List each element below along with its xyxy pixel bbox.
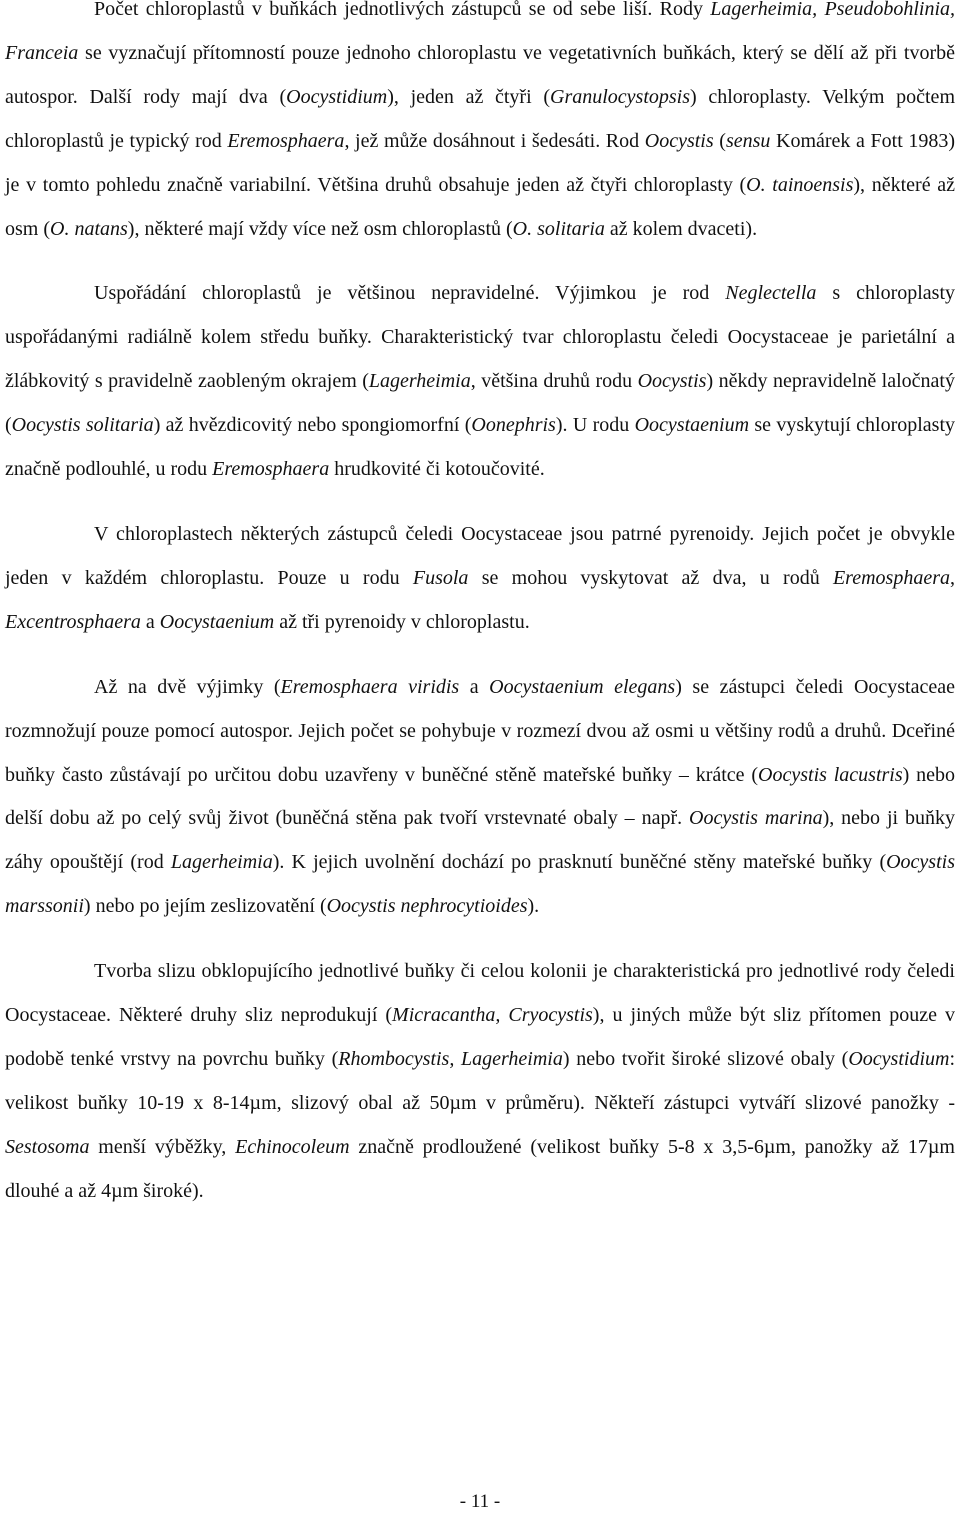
- text-run: a: [459, 675, 490, 698]
- page-number: - 11 -: [459, 1491, 501, 1512]
- text-run: Počet chloroplastů v buňkách jednotlivých zástupců se od sebe liší. Rody: [94, 0, 711, 20]
- text-run: se vyskytují chloroplasty značně podlouhlé, u rodu: [5, 414, 956, 481]
- text-run-italic: Sestosoma: [5, 1135, 90, 1158]
- paragraph-mucilage: [5, 950, 955, 1213]
- text-run-italic: Oocystis: [644, 129, 714, 152]
- text-run: ) někdy nepravidelně laločnatý (: [5, 370, 955, 437]
- text-run: Uspořádání chloroplastů je většinou nepravidelné. Výjimkou je rod: [94, 282, 726, 305]
- text-run-italic: Oocystis solitaria: [11, 414, 154, 437]
- text-run: ), jeden až čtyři (: [387, 85, 550, 108]
- text-run: ), některé mají vždy více než osm chloroplastů (: [127, 217, 513, 240]
- text-run-italic: Eremosphaera: [212, 458, 330, 481]
- text-run: ). K jejich uvolnění dochází po prasknutí buněčné stěny mateřské buňky (: [272, 851, 887, 874]
- text-run-italic: Rhombocystis, Lagerheimia: [338, 1047, 563, 1070]
- text-run: ) chloroplasty. Velkým počtem chloroplastů je typický rod: [5, 85, 955, 152]
- text-run-italic: Lagerheimia, Pseudobohlinia, Franceia: [5, 0, 955, 64]
- text-run: , většina druhů rodu: [470, 370, 638, 393]
- text-run-italic: sensu: [725, 129, 771, 152]
- text-run: ) až hvězdicovitý nebo spongiomorfní (: [153, 414, 472, 437]
- text-run-italic: Oocystis lacustris: [758, 763, 903, 786]
- text-run: a: [140, 610, 160, 633]
- text-run-italic: Oocystis: [637, 370, 707, 393]
- text-run-italic: Eremosphaera: [227, 129, 345, 152]
- text-run-italic: Oocystidium: [286, 85, 388, 108]
- text-run: V chloroplastech některých zástupců čeledi Oocystaceae jsou patrné pyrenoidy. Jejich počet je obvykle jeden v každém chloroplastu. Pouze u rodu: [5, 522, 955, 589]
- text-run: až tři pyrenoidy v chloroplastu.: [274, 610, 530, 633]
- text-run-italic: Lagerheimia: [170, 851, 273, 874]
- text-run: Komárek a Fott 1983) je v tomto pohledu značně variabilní. Většina druhů obsahuje jeden až čtyři chloroplasty (: [5, 129, 956, 196]
- text-run: (: [713, 129, 726, 152]
- text-run-italic: Oocystis marssonii: [5, 851, 955, 918]
- text-run-italic: O. solitaria: [512, 217, 605, 240]
- text-run-italic: Neglectella: [725, 282, 817, 305]
- paragraph-chloroplast-count: [5, 0, 955, 251]
- text-run: ), nebo ji buňky záhy opouštějí (rod: [5, 807, 955, 874]
- text-run: s chloroplasty uspořádanými radiálně kolem středu buňky. Charakteristický tvar chloroplastu čeledi Oocystaceae je parietální a žlábkovitý s pravidelně zaobleným okrajem (: [5, 282, 955, 393]
- text-run: hrudkovité či kotoučovité.: [329, 458, 545, 481]
- document-page: [5, 0, 955, 1214]
- text-run: se mohou vyskytovat až dva, u rodů: [468, 566, 833, 589]
- text-run-italic: O. natans: [50, 217, 128, 240]
- text-run: ,: [950, 566, 955, 589]
- text-run-italic: Oocystaenium: [159, 610, 275, 633]
- text-run-italic: Granulocystopsis: [550, 85, 690, 108]
- text-run-italic: Oocystaenium: [634, 414, 750, 437]
- text-run: ), u jiných může být sliz přítomen pouze v podobě tenké vrstvy na povrchu buňky (: [5, 1004, 955, 1070]
- text-run: ), některé až osm (: [5, 173, 955, 240]
- text-run-italic: Echinocoleum: [235, 1135, 350, 1158]
- text-run-italic: Eremosphaera: [832, 566, 950, 589]
- text-run-italic: Oonephris: [471, 414, 556, 437]
- text-run: , jež může dosáhnout i šedesáti. Rod: [344, 129, 645, 152]
- paragraph-pyrenoids: [5, 513, 955, 645]
- text-run-italic: Excentrosphaera: [5, 610, 141, 633]
- text-run: : velikost buňky 10-19 x 8-14µm, slizový obal až 50µm v průměru). Někteří zástupci vytváří slizové panožky -: [5, 1047, 956, 1114]
- text-run-italic: Fusola: [412, 566, 469, 589]
- text-run-italic: Oocystis nephrocytioides: [326, 895, 528, 918]
- text-run: ) se zástupci čeledi Oocystaceae rozmnožují pouze pomocí autospor. Jejich počet se pohybuje v rozmezí dvou až osmi u většiny rodů a druhů. Dceřiné buňky často zůstávají po určitou dobu uzavřeny v buněčné stěně mateřské buňky – krátce (: [5, 675, 955, 786]
- text-run-italic: Oocystidium: [848, 1047, 950, 1070]
- text-run: ) nebo tvořit široké slizové obaly (: [562, 1047, 849, 1070]
- text-run: Až na dvě výjimky (: [94, 675, 281, 698]
- text-run: ).: [527, 895, 540, 918]
- text-run-italic: Lagerheimia: [368, 370, 471, 393]
- text-run-italic: O. tainoensis: [746, 173, 854, 196]
- text-run: Tvorba slizu obklopujícího jednotlivé buňky či celou kolonii je charakteristická pro jednotlivé rody čeledi Oocystaceae. Některé druhy sliz neprodukují (: [5, 960, 955, 1027]
- text-run: ) nebo delší dobu až po celý svůj život (buněčná stěna pak tvoří vrstevnaté obaly – např.: [5, 763, 955, 830]
- text-run-italic: Oocystaenium elegans: [489, 675, 676, 698]
- text-run: se vyznačují přítomností pouze jednoho chloroplastu ve vegetativních buňkách, který se dělí až při tvorbě autospor. Další rody mají dva (: [5, 41, 955, 108]
- text-run-italic: Micracantha, Cryocystis: [392, 1004, 593, 1027]
- text-run-italic: Eremosphaera viridis: [280, 675, 460, 698]
- paragraph-reproduction: [5, 666, 955, 929]
- text-run: ). U rodu: [555, 414, 635, 437]
- text-run: ) nebo po jejím zeslizovatění (: [83, 895, 327, 918]
- text-run-italic: Oocystis marina: [689, 807, 823, 830]
- text-run: menší výběžky,: [89, 1135, 236, 1158]
- paragraph-chloroplast-arrangement: [5, 272, 955, 492]
- text-run: značně prodloužené (velikost buňky 5-8 x 3,5-6µm, panožky až 17µm dlouhé a až 4µm široké).: [5, 1135, 955, 1202]
- text-run: až kolem dvaceti).: [604, 217, 758, 240]
